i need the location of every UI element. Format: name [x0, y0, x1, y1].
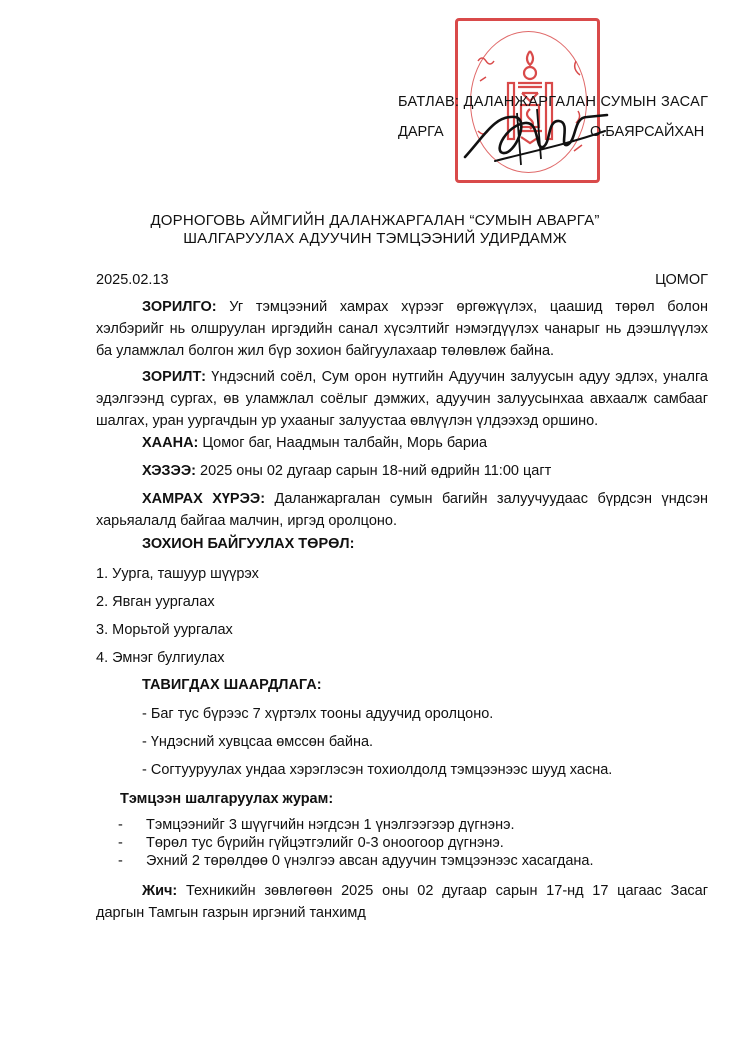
note-text: Техникийн зөвлөгөөн 2025 оны 02 дугаар сарын 17-нд 17 цагаас Засаг даргын Тамгын газрын иргэний танхимд: [96, 883, 708, 921]
events-heading: ЗОХИОН БАЙГУУЛАХ ТӨРӨЛ:: [142, 536, 355, 552]
objective-text: Үндэсний соёл, Сум орон нутгийн Адуучин залуусын адуу эдлэх, уналга эдэлгээнд сургах, өв уламжлал соёлыг дэмжих, адуучин залуусынхаа авхаалж самбааг шалгах, уран уургачдын ур ухааныг залуустаа өвлүүлэн үлдээхэд оршино.: [96, 369, 708, 429]
approval-title-darga: ДАРГА: [398, 124, 444, 140]
events-item-2: 2. Явган уургалах: [96, 594, 215, 610]
rules-item-text: Эхний 2 төрөлдөө 0 үнэлгээ авсан адуучин тэмцээнээс хасагдана.: [146, 853, 594, 869]
where-label: ХААНА:: [142, 435, 199, 451]
document-date: 2025.02.13: [96, 272, 169, 288]
rules-item-text: Төрөл тус бүрийн гүйцэтгэлийг 0-3 оноогоор дүгнэнэ.: [146, 835, 504, 851]
requirements-item-1: - Баг тус бүрээс 7 хүртэлх тооны адуучид оролцоно.: [142, 706, 494, 722]
document-place: ЦОМОГ: [655, 272, 708, 288]
objective-paragraph: [96, 366, 708, 432]
rules-item-text: Тэмцээнийг 3 шүүгчийн нэгдсэн 1 үнэлгээгээр дүгнэнэ.: [146, 817, 515, 833]
goal-label: ЗОРИЛГО:: [142, 299, 217, 315]
approval-line-1: БАТЛАВ: ДАЛАНЖАРГАЛАН СУМЫН ЗАСАГ: [398, 94, 709, 110]
where-paragraph: [96, 432, 708, 454]
note-label: Жич:: [142, 883, 178, 899]
events-item-4: 4. Эмнэг булгиулах: [96, 650, 225, 666]
rules-list: [118, 816, 658, 870]
requirements-item-3: - Согтууруулах ундаа хэрэглэсэн тохиолдолд тэмцээнээс шууд хасна.: [142, 762, 613, 778]
rules-heading: Тэмцээн шалгаруулах журам:: [120, 791, 334, 807]
where-text: Цомог баг, Наадмын талбайн, Морь бариа: [198, 435, 488, 451]
rules-item: [118, 852, 658, 870]
rules-item: [118, 834, 658, 852]
requirements-heading: ТАВИГДАХ ШААРДЛАГА:: [142, 677, 322, 693]
scope-label: ХАМРАХ ХҮРЭЭ:: [142, 491, 266, 507]
rules-bullet: -: [118, 817, 123, 833]
note-paragraph: [96, 880, 708, 924]
rules-item: [118, 816, 658, 834]
when-label: ХЭЗЭЭ:: [142, 463, 196, 479]
objective-label: ЗОРИЛТ:: [142, 369, 206, 385]
rules-bullet: -: [118, 835, 123, 851]
when-paragraph: [96, 460, 708, 482]
approval-signer-name: О.БАЯРСАЙХАН: [590, 124, 705, 140]
when-text: 2025 оны 02 дугаар сарын 18-ний өдрийн 11:00 цагт: [195, 463, 552, 479]
rules-bullet: -: [118, 853, 123, 869]
requirements-item-2: - Үндэсний хувцсаа өмссөн байна.: [142, 734, 374, 750]
document-title-line-1: ДОРНОГОВЬ АЙМГИЙН ДАЛАНЖАРГАЛАН “СУМЫН АВАРГА”: [150, 212, 600, 229]
document-title-line-2: ШАЛГАРУУЛАХ АДУУЧИН ТЭМЦЭЭНИЙ УДИРДАМЖ: [183, 230, 567, 247]
goal-text: Уг тэмцээний хамрах хүрээг өргөжүүлэх, цаашид төрөл болон хэлбэрийг нь олшруулан иргэдийн санал хүсэлтийг нэмэгдүүлэх чанарыг нь дээшлүүлэх ба уламжлал болгон жил бүр зохион байгуулахаар төлөвлөж байна.: [96, 299, 708, 359]
scope-paragraph: [96, 488, 708, 532]
goal-paragraph: [96, 296, 708, 362]
events-item-1: 1. Уурга, ташуур шүүрэх: [96, 566, 259, 582]
scope-text: Даланжаргалан сумын багийн залуучуудаас бүрдсэн үндсэн харьяалалд байгаа малчин, иргэд оролцоно.: [96, 491, 708, 529]
handwritten-signature-icon: [455, 95, 615, 175]
events-item-3: 3. Морьтой уургалах: [96, 622, 233, 638]
